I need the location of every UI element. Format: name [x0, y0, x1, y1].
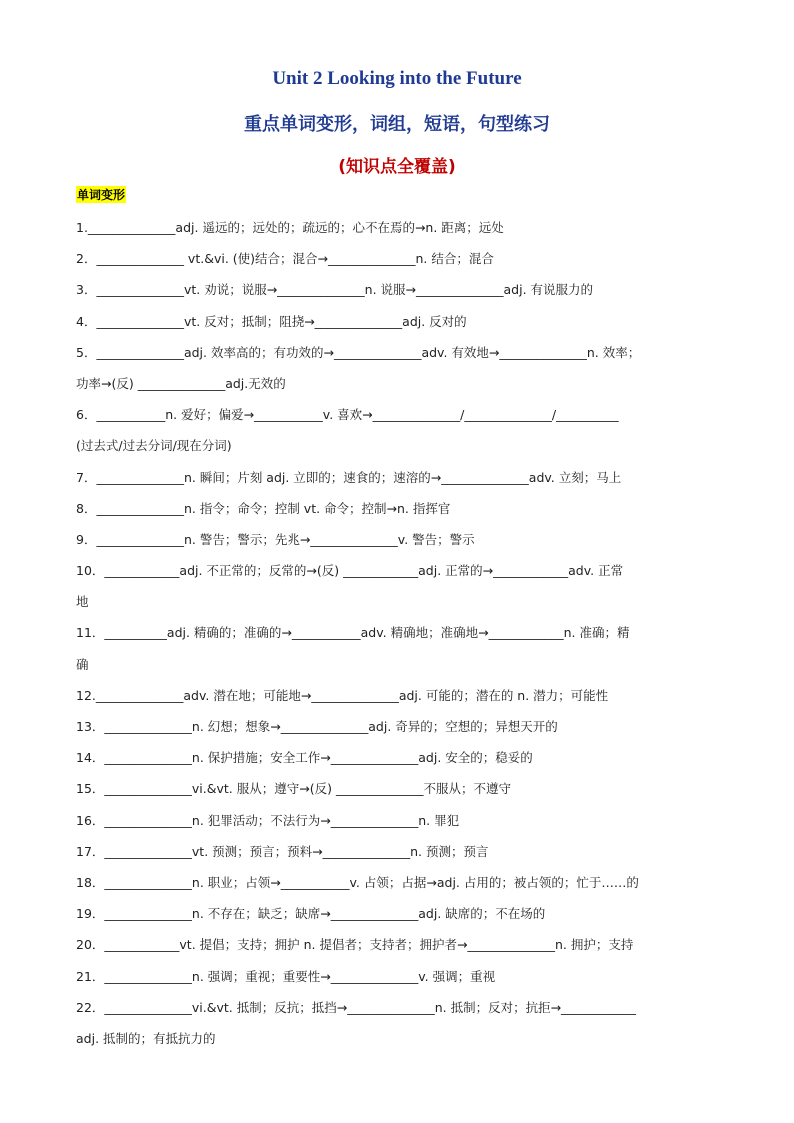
exercise-line: 5．______________adj. 效率高的；有功效的→______________adv. 有效地→______________n. 效率； — [76, 344, 641, 360]
exercise-line: 17．______________vt. 预测；预言；预料→______________n. 预测；预言 — [76, 843, 489, 859]
exercise-line: 15．______________vi.&vt. 服从；遵守→(反) ______________不服从；不遵守 — [76, 781, 511, 797]
exercise-line: 14．______________n. 保护措施；安全工作→______________adj. 安全的；稳妥的 — [76, 750, 533, 766]
coverage-tag: (知识点全覆盖) — [338, 157, 456, 177]
exercise-line: 8．______________n. 指令；命令；控制 vt. 命令；控制→n. 指挥官 — [76, 500, 451, 516]
exercise-line: 地 — [76, 594, 89, 610]
unit-title: Unit 2 Looking into the Future — [272, 68, 522, 89]
exercise-line: 4．______________vt. 反对；抵制；阻挠→______________adj. 反对的 — [76, 313, 467, 329]
worksheet-subtitle: 重点单词变形，词组，短语，句型练习 — [244, 114, 550, 135]
exercise-line: 18．______________n. 职业；占领→___________v. 占领；占据→adj. 占用的；被占领的；忙于……的 — [76, 874, 639, 890]
exercise-line: 13．______________n. 幻想；想象→______________adj. 奇异的；空想的；异想天开的 — [76, 719, 558, 734]
exercise-line: 22．______________vi.&vt. 抵制；反抗；抵挡→______________n. 抵制；反对；抗拒→____________ — [76, 999, 637, 1015]
exercise-line: (过去式/过去分词/现在分词) — [76, 438, 232, 454]
exercise-line: 12.______________adv. 潜在地；可能地→______________adj. 可能的；潜在的 n. 潜力；可能性 — [76, 687, 609, 703]
exercise-line: 7．______________n. 瞬间；片刻 adj. 立即的；速食的；速溶的→______________adv. 立刻；马上 — [76, 469, 622, 485]
section-label: 单词变形 — [77, 188, 126, 202]
exercise-line: 10．____________adj. 不正常的；反常的→(反) ____________adj. 正常的→____________adv. 正常 — [76, 563, 624, 579]
exercise-line: 21．______________n. 强调；重视；重要性→______________v. 强调；重视 — [76, 968, 496, 984]
exercise-line: 确 — [76, 656, 89, 672]
exercise-line: 6．___________n. 爱好；偏爱→___________v. 喜欢→______________/______________/__________ — [76, 407, 619, 423]
exercise-line: 9．______________n. 警告；警示；先兆→______________v. 警告；警示 — [76, 531, 475, 547]
exercise-line: 1.______________adj. 遥远的；远处的；疏远的；心不在焉的→n. 距离；远处 — [76, 220, 504, 235]
exercise-line: 3．______________vt. 劝说；说服→______________n. 说服→______________adj. 有说服力的 — [76, 282, 594, 298]
exercise-line: 11．__________adj. 精确的；准确的→___________adv. 精确地；准确地→____________n. 准确；精 — [76, 625, 630, 641]
exercise-line: 16．______________n. 犯罪活动；不法行为→______________n. 罪犯 — [76, 812, 460, 828]
exercise-line: 20．____________vt. 提倡；支持；拥护 n. 提倡者；支持者；拥护者→______________n. 拥护；支持 — [76, 937, 634, 953]
exercise-line: 2．______________ vt.&vi. (使)结合；混合→______________n. 结合；混合 — [76, 251, 494, 267]
exercise-line: adj. 抵制的；有抵抗力的 — [76, 1030, 216, 1046]
exercise-list — [76, 216, 726, 1058]
exercise-line: 19．______________n. 不存在；缺乏；缺席→______________adj. 缺席的；不在场的 — [76, 906, 546, 922]
exercise-line: 功率→(反) ______________adj.无效的 — [76, 375, 286, 391]
